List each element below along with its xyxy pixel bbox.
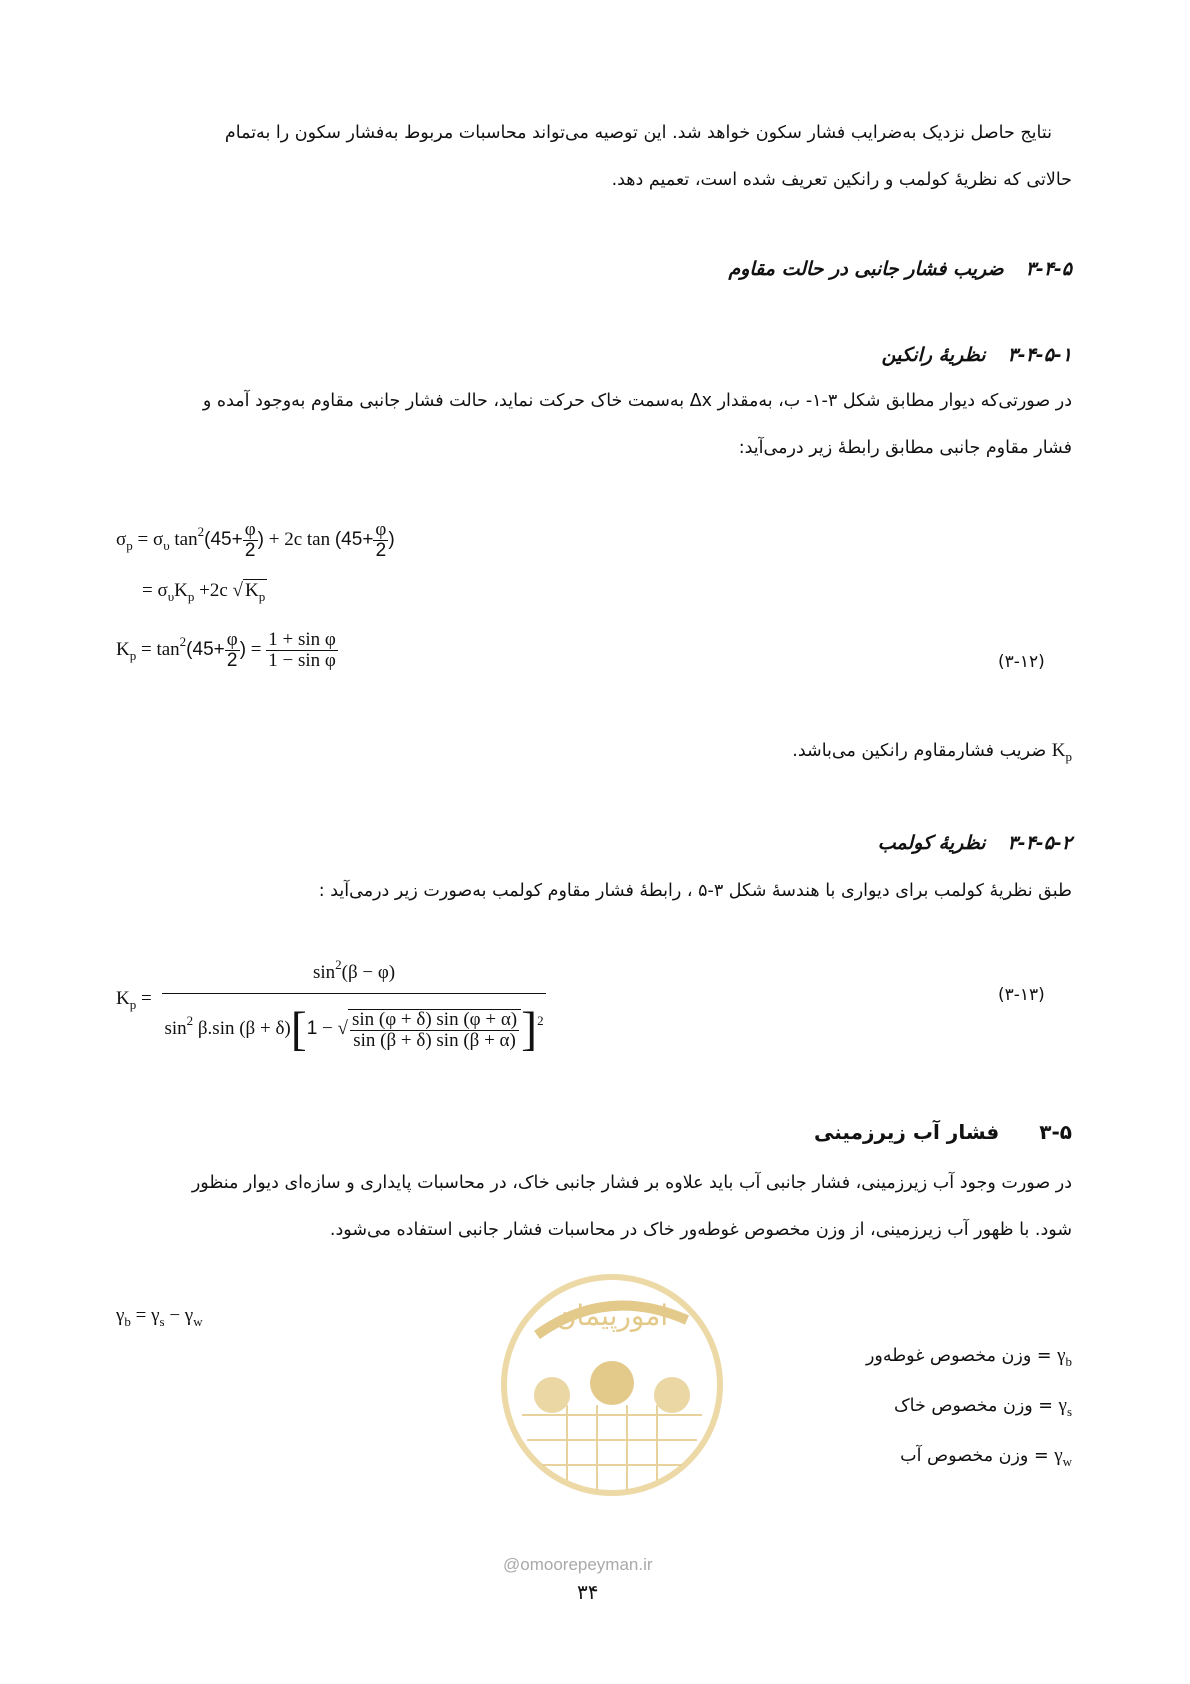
intro-line-1: نتایج حاصل نزدیک به‌ضرایب فشار سکون خواهد شد. این توصیه می‌تواند محاسبات مربوط به‌فشار سکون را به‌تمام — [224, 123, 1052, 143]
symbol-gamma-s: $\gamma_s$ — [1058, 1395, 1072, 1419]
equation-sigma-p-kp: = $\sigma_\upsilon K_p +2c$ √ $K_p$ — [142, 580, 266, 604]
symbol-gamma-b: $\gamma_b$ — [1057, 1345, 1072, 1369]
section-title: نظریهٔ کولمب — [877, 832, 986, 854]
watermark-text: امورپیمان — [555, 1299, 669, 1332]
section-number: ۳-۴-۵-۲ — [1007, 832, 1072, 854]
kp-symbol: $K_p$ — [1051, 740, 1072, 764]
section-heading-3-5 — [814, 1120, 1072, 1144]
intro-line-2: حالاتی که نظریهٔ کولمب و رانکین تعریف شده است، تعمیم دهد. — [611, 170, 1072, 190]
section-title: فشار آب زیرزمینی — [814, 1120, 1000, 1144]
equation-sigma-p: $\sigma_p = \sigma_\upsilon$ $\tan^2(45+$ $\frac{\varphi}{2}$ ) + 2c tan (45+ $\frac{\varphi}{2}$ ) — [116, 519, 395, 561]
rankine-paragraph — [116, 378, 1072, 472]
symbol-gamma-w: $\gamma_w$ — [1054, 1445, 1072, 1469]
section-title: ضریب فشار جانبی در حالت مقاوم — [728, 258, 1004, 280]
rankine-line-2: فشار مقاوم جانبی مطابق رابطهٔ زیر درمی‌آید: — [738, 438, 1072, 458]
coulomb-paragraph: طبق نظریهٔ کولمب برای دیواری با هندسهٔ شکل ۳-۵ ، رابطهٔ فشار مقاوم کولمب به‌صورت زیر درمی‌آید : — [318, 881, 1072, 901]
definition-label: = وزن مخصوص آب — [900, 1446, 1049, 1466]
section-heading-3-4-5-1 — [882, 344, 1072, 366]
equation-gamma-b: $\gamma_b = \gamma_s - \gamma_w$ — [116, 1305, 203, 1329]
definition-label: = وزن مخصوص خاک — [893, 1396, 1053, 1416]
definition-gamma-w — [900, 1445, 1072, 1470]
groundwater-line-1: در صورت وجود آب زیرزمینی، فشار جانبی آب باید علاوه بر فشار جانبی خاک، در محاسبات پایداری و سازه‌ای دیوار منظور — [191, 1173, 1072, 1193]
equation-number-13: (۳-۱۳) — [998, 985, 1045, 1005]
rankine-line-1: در صورتی‌که دیوار مطابق شکل ۳-۱- ب، به‌مقدار Δx به‌سمت خاک حرکت نماید، حالت فشار جانبی مقاوم به‌وجود آمده و — [202, 391, 1072, 411]
groundwater-line-2: شود. با ظهور آب زیرزمینی، از وزن مخصوص غوطه‌ور خاک در محاسبات فشار جانبی استفاده می‌شود. — [329, 1220, 1072, 1240]
watermark-url: @omoorepeyman.ir — [503, 1555, 653, 1574]
section-number: ۳-۴-۵-۱ — [1007, 344, 1072, 366]
definition-label: = وزن مخصوص غوطه‌ور — [865, 1346, 1052, 1366]
kp-definition-text: ضریب فشارمقاوم رانکین می‌باشد. — [792, 741, 1047, 761]
section-heading-3-4-5-2 — [878, 832, 1072, 854]
section-number: ۳-۴-۵ — [1025, 258, 1072, 280]
section-title: نظریهٔ رانکین — [881, 344, 986, 366]
definition-gamma-s — [894, 1395, 1072, 1420]
section-number: ۳-۵ — [1039, 1120, 1072, 1144]
definition-gamma-b — [866, 1345, 1072, 1370]
equation-number-12: (۳-۱۲) — [998, 652, 1045, 672]
kp-definition — [792, 740, 1072, 765]
watermark-logo — [497, 1265, 727, 1535]
page-number: ۳۴ — [577, 1580, 599, 1604]
groundwater-paragraph — [116, 1160, 1072, 1254]
equation-kp-coulomb: $K_p$ = $\sin^2(\beta - \varphi)$ $\sin^2 \beta.\sin$ (β + δ)[1 − √ $\frac{\sin (\varphi + \delta) \sin (\varphi + \alpha)}{\sin (\beta + \delta) \sin (\beta + \alpha)}$ ]$^2$ — [116, 945, 546, 1056]
section-heading-3-4-5 — [728, 258, 1072, 280]
equation-kp-rankine: $K_p = \tan^2(45+$ $\frac{\varphi}{2}$ ) = $\frac{\text{1 + sin φ}}{\text{1 − sin φ}}$ — [116, 629, 336, 671]
intro-paragraph — [116, 110, 1072, 204]
